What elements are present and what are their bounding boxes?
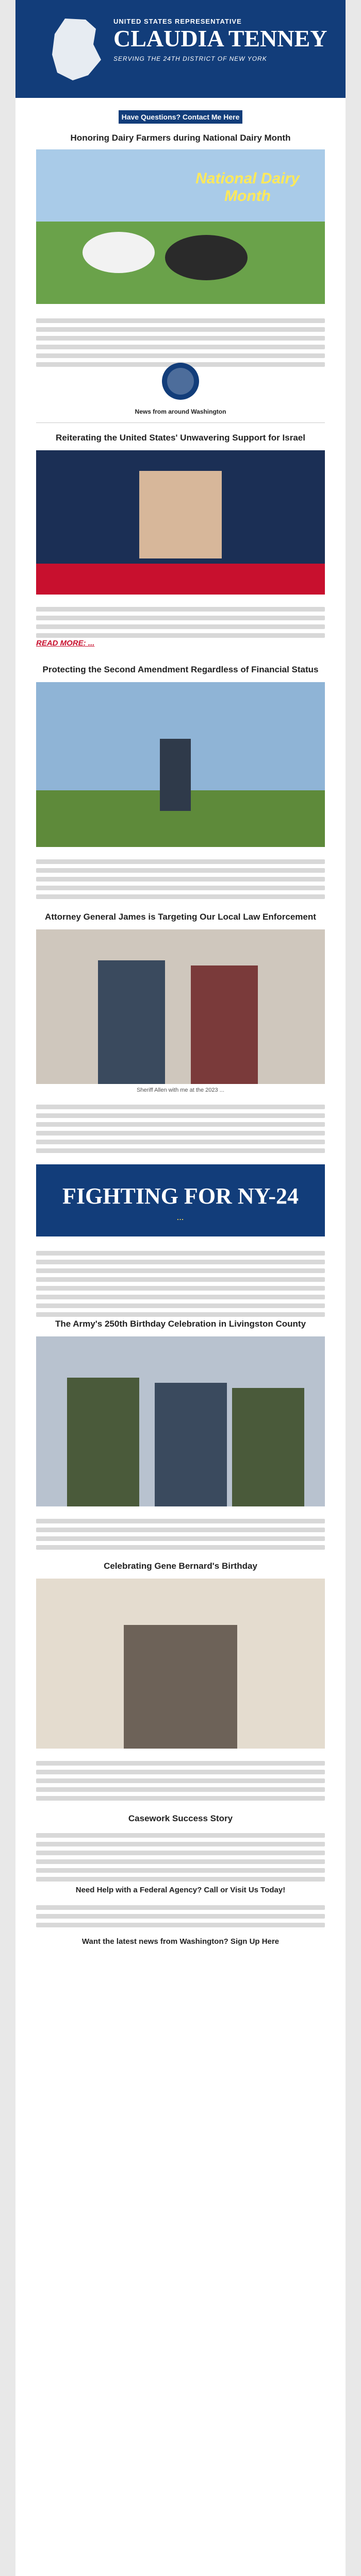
fighting-title: FIGHTING FOR NY-24 [62, 1183, 299, 1209]
fighting-for-ny24-block [36, 1164, 325, 1236]
divider [36, 422, 325, 423]
section-title-army: The Army's 250th Birthday Celebration in Livingston County [55, 1319, 306, 1329]
house-seal-icon [160, 361, 201, 402]
section-title-second-amendment: Protecting the Second Amendment Regardless of Financial Status [42, 665, 319, 674]
section-title-dairy: Honoring Dairy Farmers during National Dairy Month [70, 133, 291, 143]
signup-link[interactable]: Want the latest news from Washington? Sign Up Here [81, 1937, 280, 1946]
army-image [36, 1336, 325, 1506]
army-paragraph [36, 1515, 325, 1554]
newsletter [15, 0, 346, 2576]
fighting-paragraph [36, 1247, 325, 1321]
header-line3: SERVING THE 24TH DISTRICT OF NEW YORK [113, 55, 267, 62]
second-amendment-paragraph [36, 855, 325, 903]
law-enforcement-image [36, 929, 325, 1084]
read-more-link[interactable]: READ MORE: ... [36, 639, 95, 648]
section-title-israel: Reiterating the United States' Unwavering Support for Israel [56, 433, 305, 443]
casework-paragraph [36, 1829, 325, 1886]
gene-bernard-image [36, 1579, 325, 1749]
law-enforcement-caption: Sheriff Allen with me at the 2023 ... [137, 1087, 224, 1093]
header-banner [15, 0, 346, 98]
new-york-state-outline-icon [44, 13, 106, 86]
second-amendment-image [36, 682, 325, 847]
gene-bernard-paragraph [36, 1757, 325, 1805]
help-paragraph [36, 1901, 325, 1931]
dairy-image-overlay: National Dairy Month [195, 170, 300, 205]
header-name: CLAUDIA TENNEY [113, 25, 327, 52]
section-title-law-enforcement: Attorney General James is Targeting Our Local Law Enforcement [45, 912, 316, 922]
dairy-image [36, 149, 325, 304]
section-title-gene-bernard: Celebrating Gene Bernard's Birthday [104, 1561, 257, 1571]
contact-cta-button[interactable]: Have Questions? Contact Me Here [119, 110, 242, 124]
help-title: Need Help with a Federal Agency? Call or Visit Us Today! [75, 1886, 286, 1894]
israel-video-image [36, 450, 325, 595]
fighting-sub: ... [177, 1214, 184, 1222]
section-title-casework: Casework Success Story [128, 1814, 233, 1823]
header-line1: UNITED STATES REPRESENTATIVE [113, 18, 242, 25]
law-enforcement-paragraph [36, 1100, 325, 1157]
news-label: News from around Washington [135, 408, 226, 415]
israel-paragraph [36, 603, 325, 642]
